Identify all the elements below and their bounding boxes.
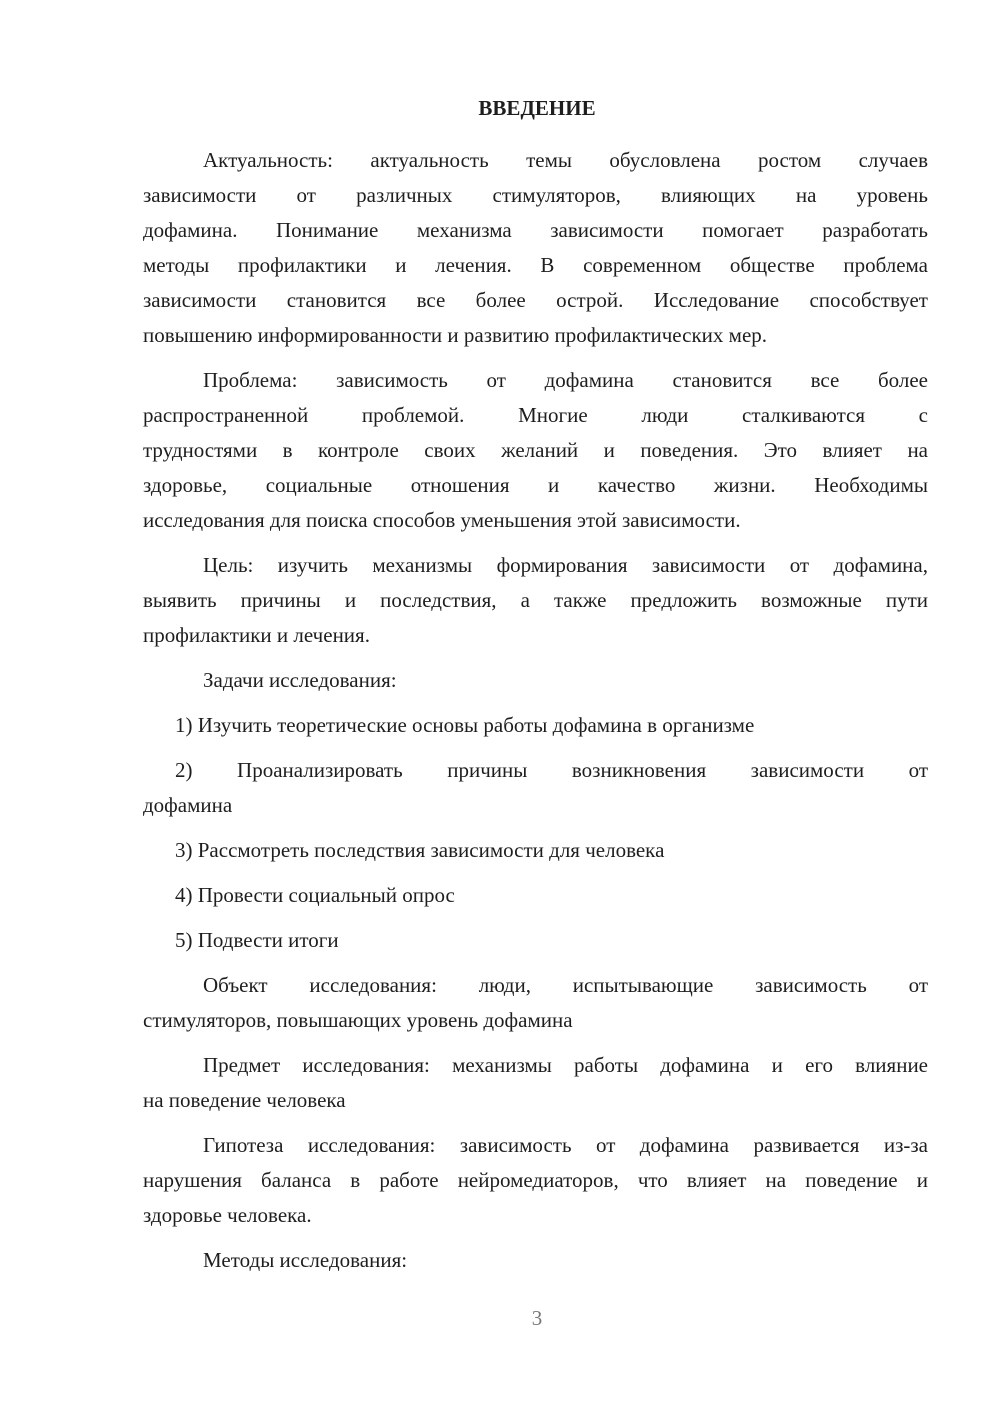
paragraph	[143, 363, 928, 538]
text-line: Актуальность: актуальность темы обусловлена ростом случаев	[203, 148, 928, 172]
text-line: на поведение человека	[143, 1088, 346, 1112]
text-line: повышению информированности и развитию профилактических мер.	[143, 323, 768, 347]
text-line: Предмет исследования: механизмы работы дофамина и его влияние	[203, 1053, 928, 1077]
text-line: 1) Изучить теоретические основы работы дофамина в организме	[175, 713, 755, 737]
paragraph	[143, 878, 928, 913]
text-line: Проблема: зависимость от дофамина становится все более	[203, 368, 928, 392]
text-line: нарушения баланса в работе нейромедиаторов, что влияет на поведение и	[143, 1168, 928, 1192]
text-line: Задачи исследования:	[203, 668, 397, 692]
text-line: здоровье, социальные отношения и качество жизни. Необходимы	[143, 473, 928, 497]
text-line: 4) Провести социальный опрос	[175, 883, 455, 907]
text-line: дофамина	[143, 793, 233, 817]
section-title: ВВЕДЕНИЕ	[478, 96, 596, 120]
text-line: 3) Рассмотреть последствия зависимости для человека	[175, 838, 665, 862]
paragraph	[143, 663, 928, 698]
paragraph	[143, 708, 928, 743]
paragraph	[143, 753, 928, 823]
text-line: Цель: изучить механизмы формирования зависимости от дофамина,	[203, 553, 928, 577]
text-line: профилактики и лечения.	[143, 623, 370, 647]
text-line: дофамина. Понимание механизма зависимости помогает разработать	[143, 218, 928, 242]
text-line: исследования для поиска способов уменьшения этой зависимости.	[143, 508, 741, 532]
text-line: зависимости становится все более острой. Исследование способствует	[143, 288, 928, 312]
text-line: стимуляторов, повышающих уровень дофамина	[143, 1008, 573, 1032]
paragraph	[143, 143, 928, 353]
paragraph	[143, 1128, 928, 1233]
text-line: распространенной проблемой. Многие люди сталкиваются с	[143, 403, 928, 427]
text-line: методы профилактики и лечения. В современном обществе проблема	[143, 253, 928, 277]
page-number: 3	[531, 1306, 543, 1330]
text-line: Объект исследования: люди, испытывающие зависимость от	[203, 973, 928, 997]
document-body	[143, 143, 928, 1288]
text-line: Методы исследования:	[203, 1248, 408, 1272]
paragraph	[143, 968, 928, 1038]
paragraph	[143, 833, 928, 868]
text-line: трудностями в контроле своих желаний и поведения. Это влияет на	[143, 438, 928, 462]
text-line: Гипотеза исследования: зависимость от дофамина развивается из-за	[203, 1133, 928, 1157]
paragraph	[143, 923, 928, 958]
text-line: здоровье человека.	[143, 1203, 312, 1227]
paragraph	[143, 1048, 928, 1118]
paragraph	[143, 548, 928, 653]
text-line: 2) Проанализировать причины возникновения зависимости от	[175, 758, 928, 782]
text-line: 5) Подвести итоги	[175, 928, 339, 952]
text-line: выявить причины и последствия, а также предложить возможные пути	[143, 588, 928, 612]
paragraph	[143, 1243, 928, 1278]
text-line: зависимости от различных стимуляторов, влияющих на уровень	[143, 183, 928, 207]
